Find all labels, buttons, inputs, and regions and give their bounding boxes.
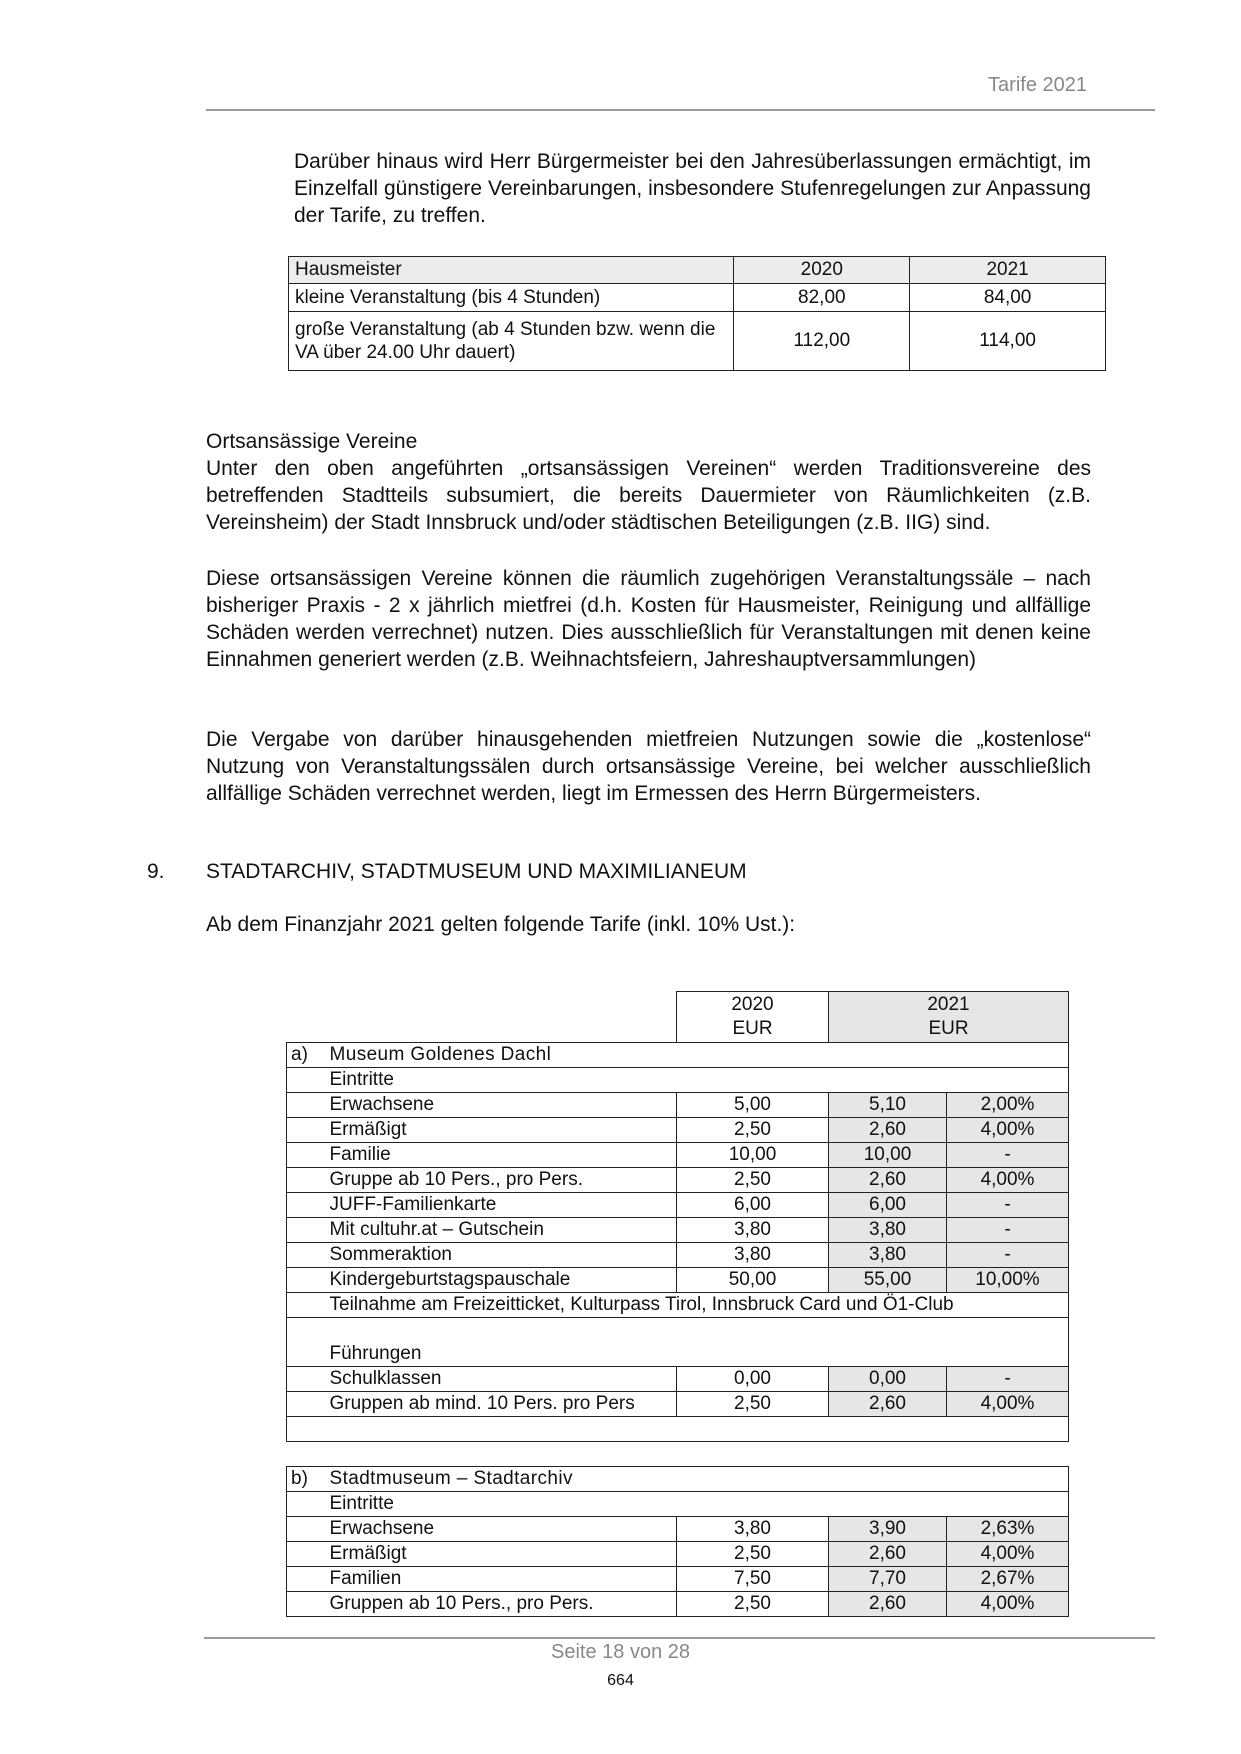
value-2020: 3,80	[677, 1517, 829, 1542]
row-label: Erwachsene	[325, 1517, 677, 1542]
paragraph: Diese ortsansässigen Vereine können die räumlich zugehörigen Veranstaltungssäle – nach bisheriger Praxis - 2 x jährlich mietfrei (d.h. Kosten für Hausmeister, Reinigung und allfällige Schäden werden verrechnet) nutzen. Dies ausschließlich für Veranstaltungen mit denen keine Einnahmen generiert werden (z.B. Weihnachtsfeiern, Jahreshauptversammlungen)	[206, 567, 1091, 671]
section-row	[287, 1467, 1069, 1492]
table-row	[287, 1118, 1069, 1143]
group-label: Eintritte	[325, 1492, 1069, 1517]
row-label: Sommeraktion	[325, 1243, 677, 1268]
table-cell: 84,00	[910, 284, 1106, 312]
row-label: Ermäßigt	[325, 1542, 677, 1567]
row-label: Familien	[325, 1567, 677, 1592]
row-label: Mit cultuhr.at – Gutschein	[325, 1218, 677, 1243]
table-row	[289, 312, 1106, 371]
row-label: Familie	[325, 1143, 677, 1168]
table-row	[287, 1268, 1069, 1293]
table-header-cell: 2020	[734, 257, 910, 284]
header-title: Tarife 2021	[988, 74, 1087, 96]
change-percent: 4,00%	[947, 1592, 1069, 1617]
row-label: Ermäßigt	[325, 1118, 677, 1143]
section-title: Museum Goldenes Dachl	[325, 1043, 1069, 1068]
value-2020: 2,50	[677, 1392, 829, 1417]
section-heading: Ortsansässige Vereine	[206, 430, 418, 453]
change-percent: 10,00%	[947, 1268, 1069, 1293]
table-cell: 112,00	[734, 312, 910, 371]
change-percent: -	[947, 1243, 1069, 1268]
table-header-row	[289, 257, 1106, 284]
section-number: 9.	[147, 860, 165, 883]
value-2021: 3,80	[829, 1243, 947, 1268]
row-label: Schulklassen	[325, 1367, 677, 1392]
stadtmuseum-table	[286, 1466, 1069, 1617]
table-row	[287, 1517, 1069, 1542]
group-label: Führungen	[325, 1342, 1069, 1367]
section-title: Stadtmuseum – Stadtarchiv	[325, 1467, 1069, 1492]
change-percent: 2,00%	[947, 1093, 1069, 1118]
row-label: Erwachsene	[325, 1093, 677, 1118]
table-header-cell: 2021	[910, 257, 1106, 284]
col-2021-year: 2021	[927, 994, 970, 1015]
table-row	[287, 1143, 1069, 1168]
group-label-row	[287, 1342, 1069, 1367]
value-2021: 6,00	[829, 1193, 947, 1218]
change-percent: -	[947, 1143, 1069, 1168]
col-2021-unit: EUR	[928, 1018, 969, 1039]
value-2020: 3,80	[677, 1218, 829, 1243]
header-divider	[206, 109, 1155, 111]
section-letter: b)	[287, 1467, 325, 1492]
table-row	[287, 1093, 1069, 1118]
value-2020: 2,50	[677, 1542, 829, 1567]
table-cell: große Veranstaltung (ab 4 Stunden bzw. wenn die VA über 24.00 Uhr dauert)	[289, 312, 734, 371]
col-2020-year: 2020	[731, 994, 774, 1015]
change-percent: -	[947, 1193, 1069, 1218]
value-2021: 55,00	[829, 1268, 947, 1293]
group-label-row	[287, 1068, 1069, 1093]
value-2020: 2,50	[677, 1118, 829, 1143]
table-cell: 82,00	[734, 284, 910, 312]
col-2020-header	[677, 992, 829, 1043]
table-row	[287, 1567, 1069, 1592]
note: Teilnahme am Freizeitticket, Kulturpass Tirol, Innsbruck Card und Ö1-Club	[325, 1293, 1069, 1318]
change-percent: 4,00%	[947, 1392, 1069, 1417]
change-percent: -	[947, 1367, 1069, 1392]
hausmeister-table	[288, 256, 1106, 371]
group-label: Eintritte	[325, 1068, 1069, 1093]
table-row	[287, 1218, 1069, 1243]
change-percent: 2,63%	[947, 1517, 1069, 1542]
year-header-row	[287, 992, 1069, 1043]
paragraph: Unter den oben angeführten „ortsansässigen Vereinen“ werden Traditionsvereine des betreffenden Stadtteils subsumiert, die bereits Dauermieter von Räumlichkeiten (z.B. Vereinsheim) der Stadt Innsbruck und/oder städtischen Beteiligungen (z.B. IIG) sind.	[206, 457, 1091, 534]
value-2021: 7,70	[829, 1567, 947, 1592]
table-row	[287, 1243, 1069, 1268]
value-2021: 3,80	[829, 1218, 947, 1243]
group-label-row	[287, 1492, 1069, 1517]
footer-divider	[204, 1637, 1155, 1639]
value-2021: 5,10	[829, 1093, 947, 1118]
change-percent: 4,00%	[947, 1542, 1069, 1567]
footer-page-number: 664	[607, 1672, 634, 1689]
change-percent: -	[947, 1218, 1069, 1243]
change-percent: 2,67%	[947, 1567, 1069, 1592]
value-2020: 2,50	[677, 1168, 829, 1193]
value-2021: 3,90	[829, 1517, 947, 1542]
section-title: STADTARCHIV, STADTMUSEUM UND MAXIMILIANEUM	[206, 860, 747, 883]
value-2020: 0,00	[677, 1367, 829, 1392]
section-row	[287, 1043, 1069, 1068]
col-2021-header	[829, 992, 1069, 1043]
empty-row	[287, 1318, 1069, 1343]
value-2021: 2,60	[829, 1168, 947, 1193]
value-2020: 6,00	[677, 1193, 829, 1218]
table-row	[287, 1592, 1069, 1617]
table-row	[287, 1392, 1069, 1417]
value-2020: 3,80	[677, 1243, 829, 1268]
value-2020: 5,00	[677, 1093, 829, 1118]
value-2020: 50,00	[677, 1268, 829, 1293]
row-label: Kindergeburtstagspauschale	[325, 1268, 677, 1293]
table-cell: 114,00	[910, 312, 1106, 371]
row-label: JUFF-Familienkarte	[325, 1193, 677, 1218]
table-row	[287, 1168, 1069, 1193]
table-row	[289, 284, 1106, 312]
value-2020: 10,00	[677, 1143, 829, 1168]
table-row	[287, 1193, 1069, 1218]
ortsansaessige-block	[206, 428, 1091, 536]
row-label: Gruppen ab 10 Pers., pro Pers.	[325, 1592, 677, 1617]
table-header-cell: Hausmeister	[289, 257, 734, 284]
value-2021: 2,60	[829, 1392, 947, 1417]
change-percent: 4,00%	[947, 1168, 1069, 1193]
table-row	[287, 1367, 1069, 1392]
value-2021: 0,00	[829, 1367, 947, 1392]
paragraph: Die Vergabe von darüber hinausgehenden mietfreien Nutzungen sowie die „kostenlose“ Nutzung von Veranstaltungssälen durch ortsansässige Vereine, bei welcher ausschließlich allfällige Schäden verrechnet werden, liegt im Ermessen des Herrn Bürgermeisters.	[206, 728, 1091, 805]
row-label: Gruppe ab 10 Pers., pro Pers.	[325, 1168, 677, 1193]
value-2021: 2,60	[829, 1542, 947, 1567]
intro-paragraph: Darüber hinaus wird Herr Bürgermeister bei den Jahresüberlassungen ermächtigt, im Einzelfall günstigere Vereinbarungen, insbesondere Stufenregelungen zur Anpassung der Tarife, zu treffen.	[294, 150, 1091, 227]
row-label: Gruppen ab mind. 10 Pers. pro Pers	[325, 1392, 677, 1417]
value-2021: 2,60	[829, 1592, 947, 1617]
value-2021: 10,00	[829, 1143, 947, 1168]
section-letter: a)	[287, 1043, 325, 1068]
note-row	[287, 1293, 1069, 1318]
section-intro: Ab dem Finanzjahr 2021 gelten folgende Tarife (inkl. 10% Ust.):	[206, 913, 796, 936]
table-row	[287, 1542, 1069, 1567]
table-cell: kleine Veranstaltung (bis 4 Stunden)	[289, 284, 734, 312]
value-2020: 2,50	[677, 1592, 829, 1617]
footer-page-label: Seite 18 von 28	[551, 1641, 690, 1663]
value-2020: 7,50	[677, 1567, 829, 1592]
value-2021: 2,60	[829, 1118, 947, 1143]
museum-goldenes-dachl-table	[286, 991, 1069, 1442]
col-2020-unit: EUR	[732, 1018, 773, 1039]
change-percent: 4,00%	[947, 1118, 1069, 1143]
empty-row	[287, 1417, 1069, 1442]
